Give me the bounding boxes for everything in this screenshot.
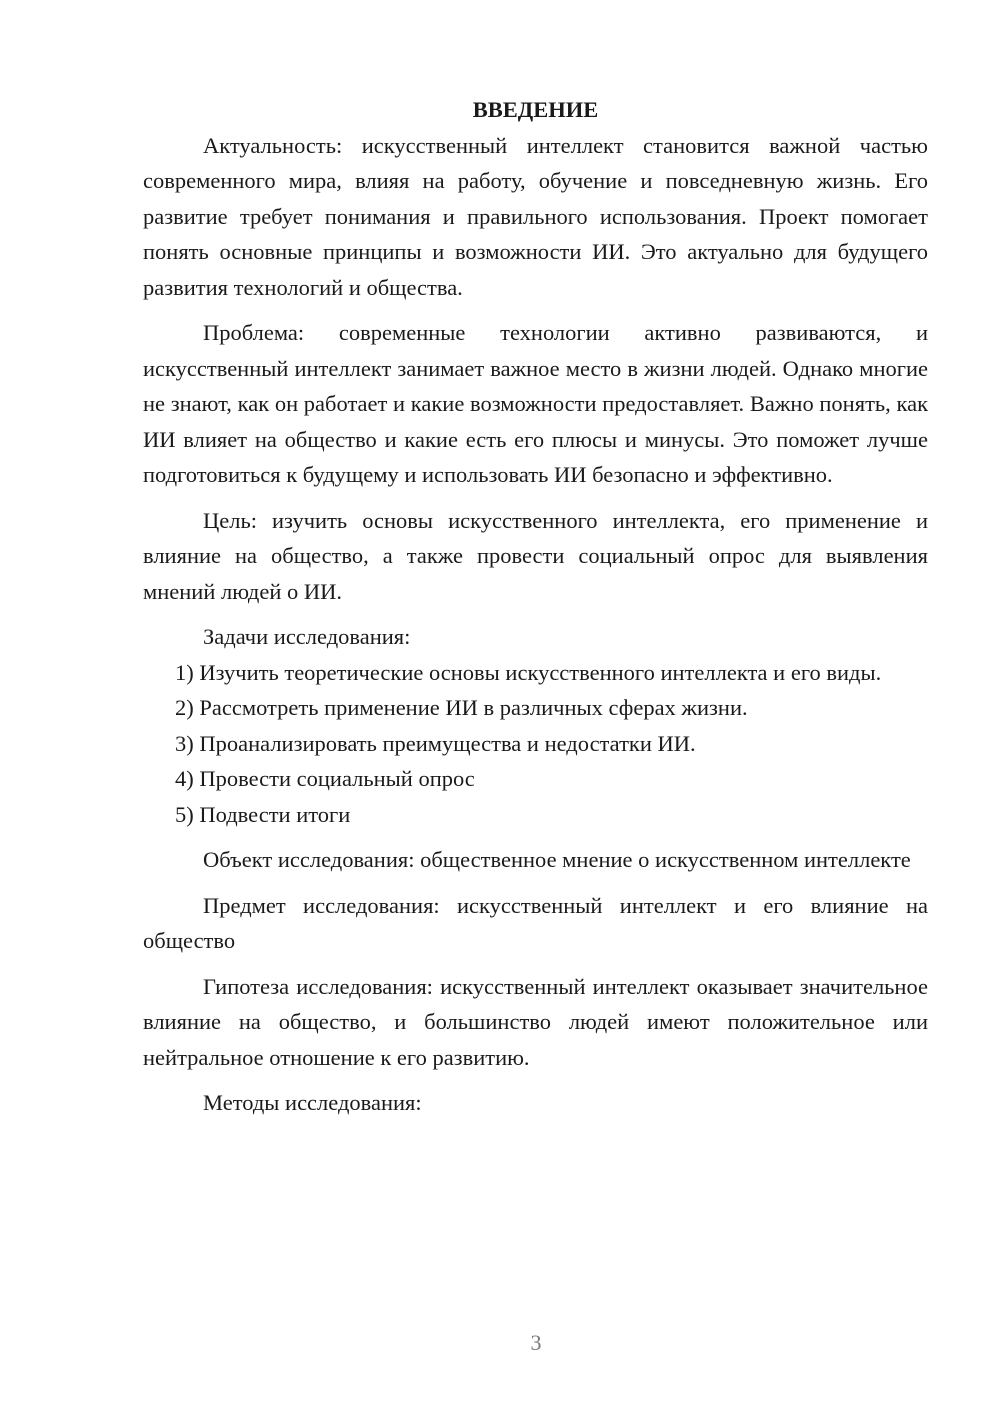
paragraph-subject: Предмет исследования: искусственный интеллект и его влияние на общество <box>143 892 928 953</box>
section-title: ВВЕДЕНИЕ <box>472 97 599 122</box>
task-item-2: 2) Рассмотреть применение ИИ в различных сферах жизни. <box>175 695 748 720</box>
tasks-heading: Задачи исследования: <box>203 624 411 649</box>
methods-heading: Методы исследования: <box>203 1090 422 1115</box>
page-number: 3 <box>530 1330 542 1355</box>
document-page <box>143 92 928 1121</box>
paragraph-object: Объект исследования: общественное мнение о искусственном интеллекте <box>203 847 911 872</box>
paragraph-hypothesis: Гипотеза исследования: искусственный интеллект оказывает значительное влияние на общество, и большинство людей имеют положительное или нейтральное отношение к его развитию. <box>143 973 928 1070</box>
task-item-4: 4) Провести социальный опрос <box>175 766 475 791</box>
paragraph-goal: Цель: изучить основы искусственного интеллекта, его применение и влияние на общество, а также провести социальный опрос для выявления мнений людей о ИИ. <box>143 507 928 604</box>
paragraph-relevance: Актуальность: искусственный интеллект становится важной частью современного мира, влияя на работу, обучение и повседневную жизнь. Его развитие требует понимания и правильного использования. Проект помогает понять основные принципы и возможности ИИ. Это актуально для будущего развития технологий и общества. <box>143 132 928 300</box>
task-item-1: 1) Изучить теоретические основы искусственного интеллекта и его виды. <box>175 659 882 685</box>
task-item-5: 5) Подвести итоги <box>175 801 351 827</box>
paragraph-problem: Проблема: современные технологии активно развиваются, и искусственный интеллект занимает важное место в жизни людей. Однако многие не знают, как он работает и какие возможности предоставляет. Важно понять, как ИИ влияет на общество и какие есть его плюсы и минусы. Это поможет лучше подготовиться к будущему и использовать ИИ безопасно и эффективно. <box>143 320 928 487</box>
task-item-3: 3) Проанализировать преимущества и недостатки ИИ. <box>175 730 696 756</box>
